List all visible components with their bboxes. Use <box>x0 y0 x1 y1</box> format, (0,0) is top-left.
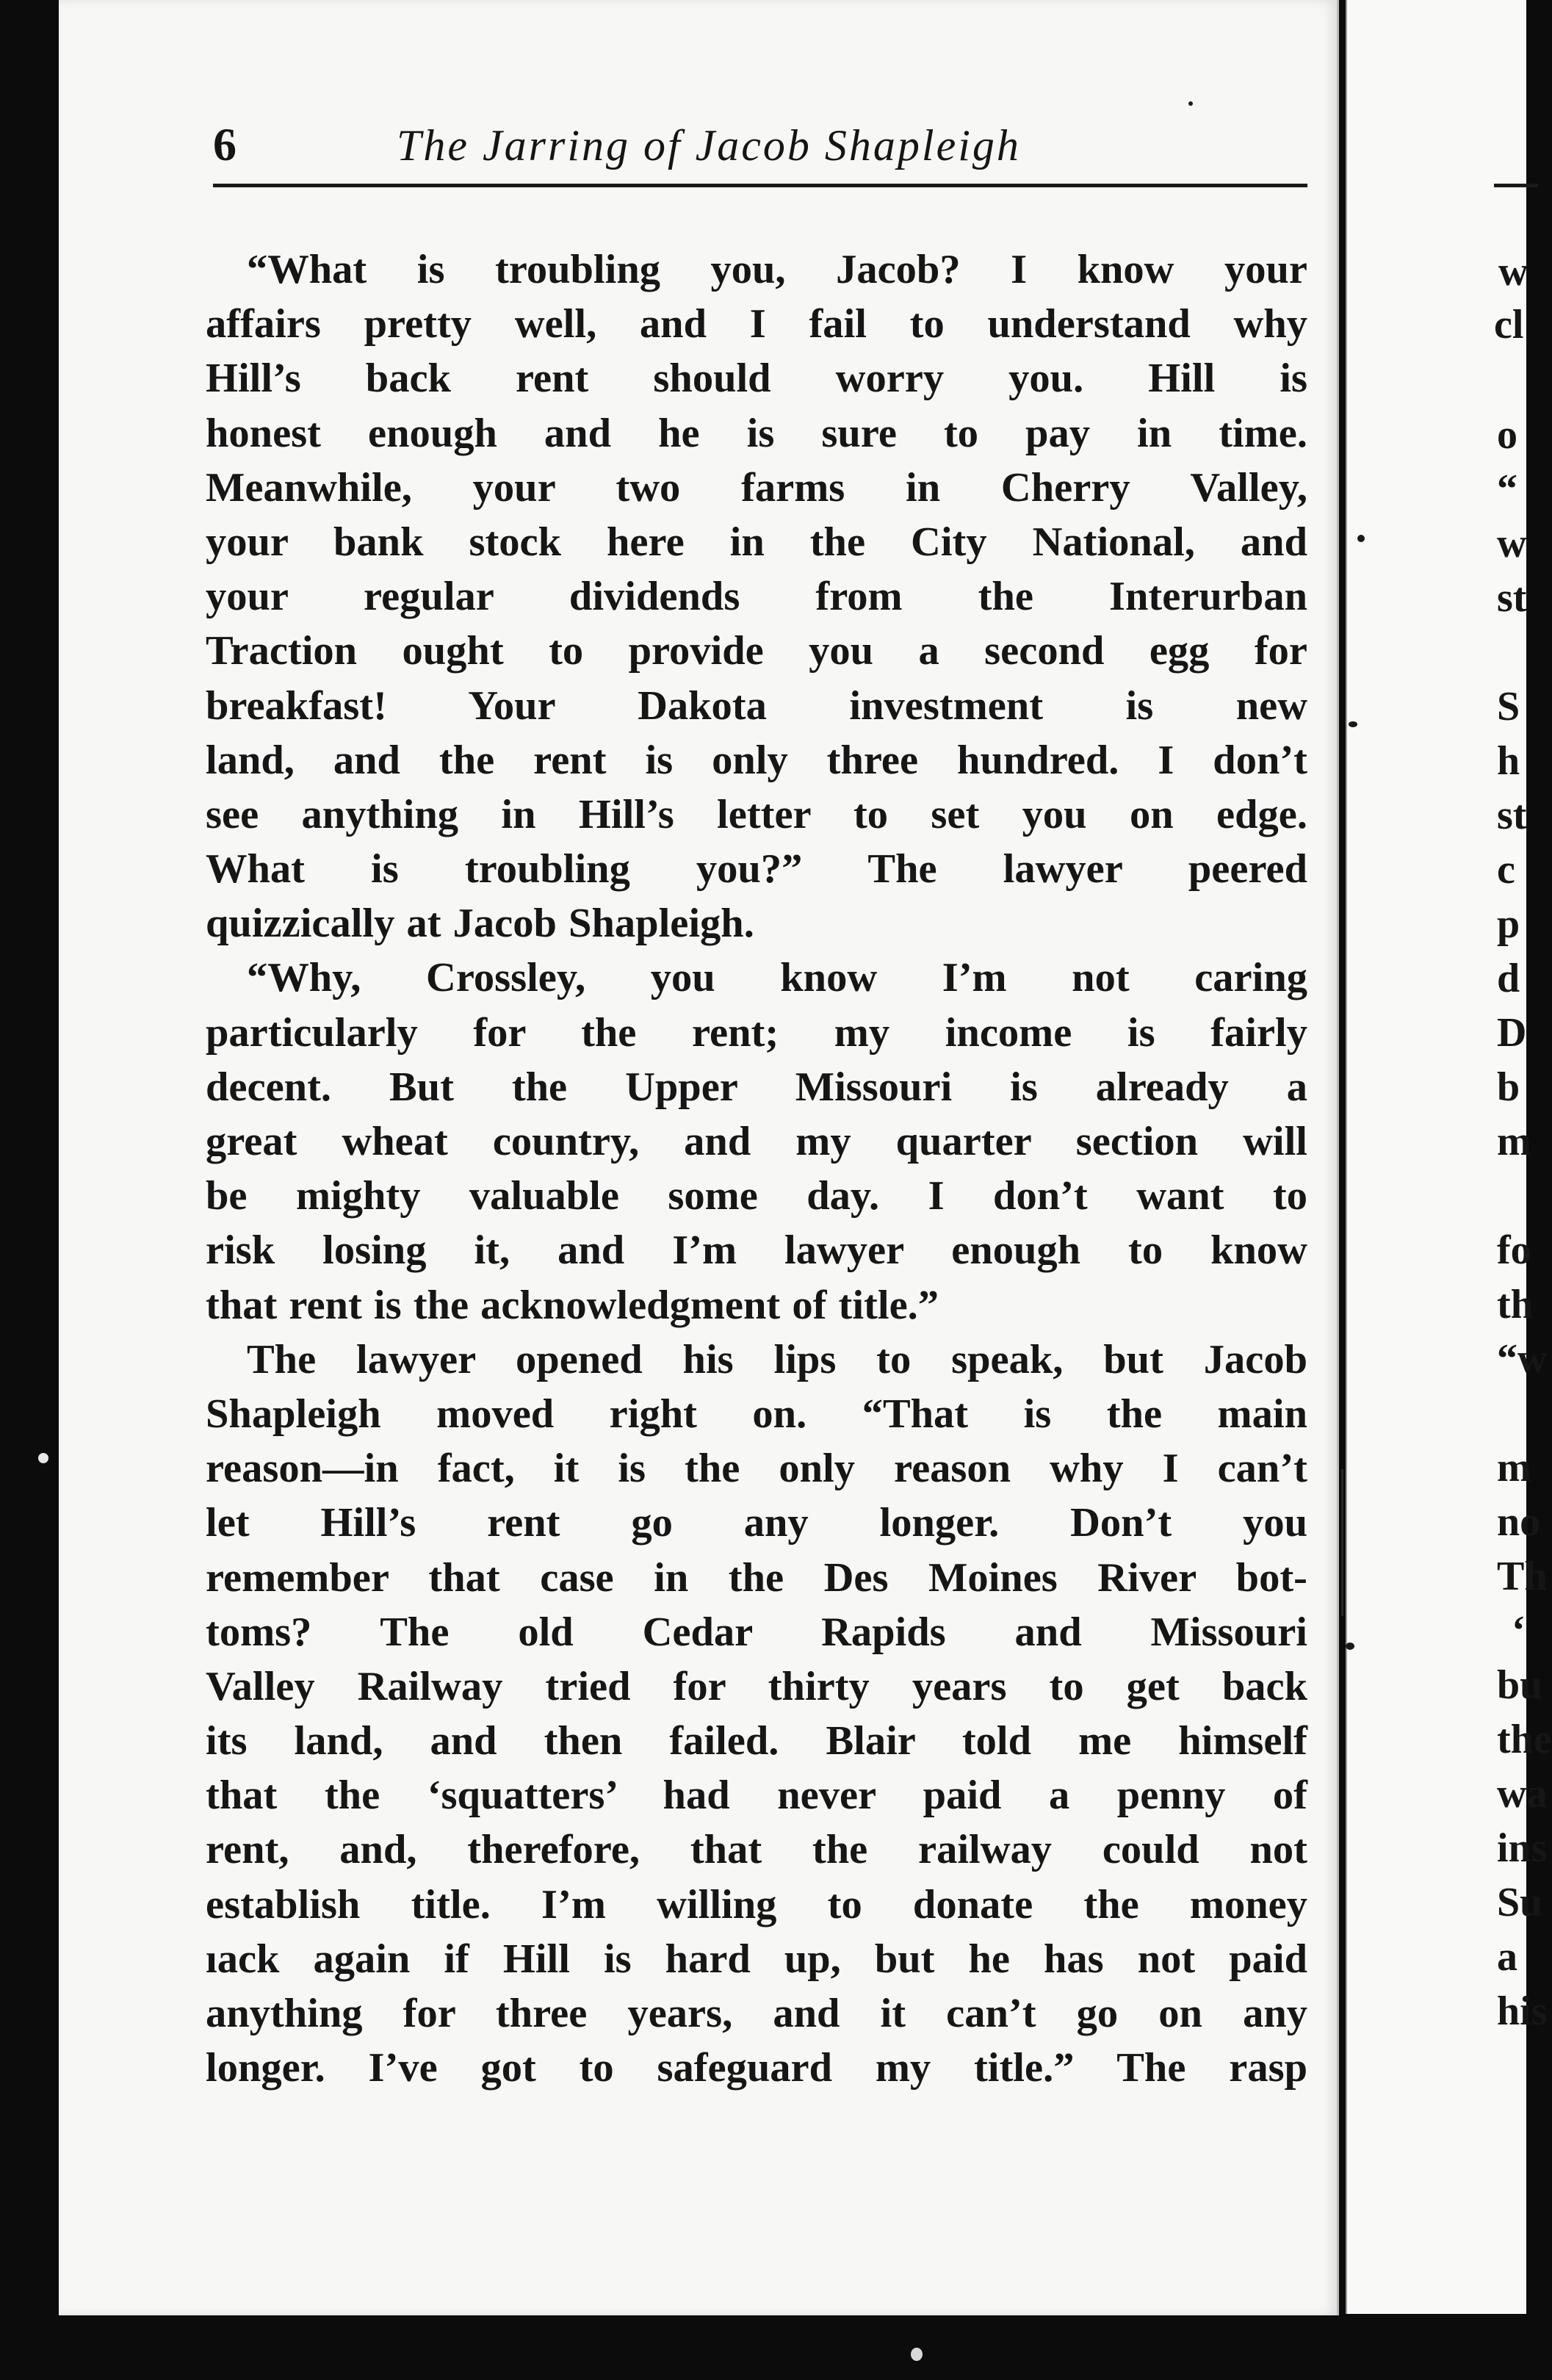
facing-fragment: th <box>1497 1282 1534 1327</box>
facing-header-rule <box>1494 184 1538 187</box>
facing-fragment: “ <box>1497 466 1517 512</box>
text-line: Meanwhile, your two farms in Cherry Valley, <box>206 464 1307 511</box>
text-line: anything for three years, and it can’t go on any <box>206 1991 1307 2036</box>
header-rule <box>213 184 1307 187</box>
facing-fragment: w <box>1497 521 1527 566</box>
facing-fragment: ‘ <box>1512 1608 1526 1654</box>
facing-fragment: S <box>1497 684 1520 729</box>
facing-fragment: bu <box>1497 1662 1543 1708</box>
facing-fragment: o <box>1497 412 1517 458</box>
text-line: decent. But the Upper Missouri is already a <box>206 1064 1307 1110</box>
text-line: Shapleigh moved right on. “That is the main <box>206 1391 1307 1437</box>
text-line: its land, and then failed. Blair told me himself <box>206 1718 1307 1764</box>
text-line: longer. I’ve got to safeguard my title.” The rasp <box>206 2045 1307 2091</box>
text-line: that rent is the acknowledgment of title.” <box>206 1282 939 1328</box>
text-line: quizzically at Jacob Shapleigh. <box>206 901 754 947</box>
text-line: particularly for the rent; my income is fairly <box>206 1009 1307 1056</box>
facing-fragment: ins <box>1497 1825 1548 1871</box>
text-line: Valley Railway tried for thirty years to get back <box>206 1663 1307 1709</box>
facing-fragment: the <box>1497 1717 1552 1762</box>
facing-fragment: c <box>1497 847 1515 892</box>
facing-fragment: D <box>1497 1010 1527 1056</box>
text-line: be mighty valuable some day. I don’t want to <box>206 1173 1307 1219</box>
text-line: toms? The old Cedar Rapids and Missouri <box>206 1609 1307 1655</box>
facing-fragment: “w <box>1497 1336 1548 1382</box>
running-head <box>59 118 1337 184</box>
text-line: ıack again if Hill is hard up, but he has not paid <box>206 1936 1307 1982</box>
text-line: What is troubling you?” The lawyer peered <box>206 846 1307 892</box>
text-line: see anything in Hill’s letter to set you on edge. <box>206 791 1307 837</box>
text-line: establish title. I’m willing to donate the money <box>206 1881 1307 1928</box>
scan-speck <box>1346 1642 1354 1650</box>
text-line: rent, and, therefore, that the railway could not <box>206 1827 1307 1873</box>
facing-fragment: st <box>1497 575 1527 621</box>
facing-fragment: Su <box>1497 1880 1543 1925</box>
scan-speck <box>1349 721 1357 727</box>
text-line: land, and the rent is only three hundred. I don’t <box>206 737 1307 783</box>
text-line: “What is troubling you, Jacob? I know your <box>247 247 1307 292</box>
scan-speck <box>1357 535 1365 542</box>
facing-fragment: his <box>1497 1988 1548 2034</box>
book-page <box>59 0 1339 2315</box>
scan-speck <box>1188 101 1193 106</box>
text-line: affairs pretty well, and I fail to understand why <box>206 301 1307 347</box>
body-text <box>206 242 1307 2095</box>
facing-fragment: cl <box>1494 302 1524 347</box>
text-line: Traction ought to provide you a second egg for <box>206 628 1307 674</box>
binding-mark <box>1341 1469 1348 1616</box>
facing-fragment: no <box>1497 1499 1541 1545</box>
text-line: “Why, Crossley, you know I’m not caring <box>247 955 1307 1001</box>
text-line: that the ‘squatters’ had never paid a penny of <box>206 1773 1307 1819</box>
facing-fragment: wa <box>1497 1771 1548 1817</box>
facing-page-edge <box>1346 0 1552 2314</box>
text-line: your bank stock here in the City National, and <box>206 519 1307 565</box>
text-line: reason—in fact, it is the only reason why I can’t <box>206 1446 1307 1492</box>
facing-fragment: m <box>1497 1119 1531 1164</box>
scan-speck <box>911 2348 923 2361</box>
facing-fragment: p <box>1497 901 1520 947</box>
text-line: The lawyer opened his lips to speak, but Jacob <box>247 1336 1307 1382</box>
facing-fragment: st <box>1497 793 1527 838</box>
facing-fragment: h <box>1497 738 1520 784</box>
facing-fragment: a <box>1497 1934 1517 1980</box>
facing-fragment: d <box>1497 956 1520 1001</box>
text-line: risk losing it, and I’m lawyer enough to know <box>206 1227 1307 1274</box>
facing-fragment: Th <box>1497 1554 1548 1599</box>
scan-speck <box>38 1453 48 1463</box>
facing-fragment: m <box>1497 1445 1531 1490</box>
facing-fragment: w <box>1498 249 1528 295</box>
text-line: great wheat country, and my quarter section will <box>206 1119 1307 1164</box>
text-line: breakfast! Your Dakota investment is new <box>206 682 1307 729</box>
text-line: remember that case in the Des Moines River bot- <box>206 1554 1307 1601</box>
text-line: Hill’s back rent should worry you. Hill is <box>206 356 1307 402</box>
running-title: The Jarring of Jacob Shapleigh <box>397 121 1021 170</box>
page-number: 6 <box>213 118 237 170</box>
text-line: let Hill’s rent go any longer. Don’t you <box>206 1500 1307 1546</box>
facing-fragment: fo <box>1497 1227 1531 1273</box>
text-line: your regular dividends from the Interurban <box>206 574 1307 620</box>
text-line: honest enough and he is sure to pay in time. <box>206 410 1307 456</box>
facing-fragment: b <box>1497 1064 1520 1110</box>
